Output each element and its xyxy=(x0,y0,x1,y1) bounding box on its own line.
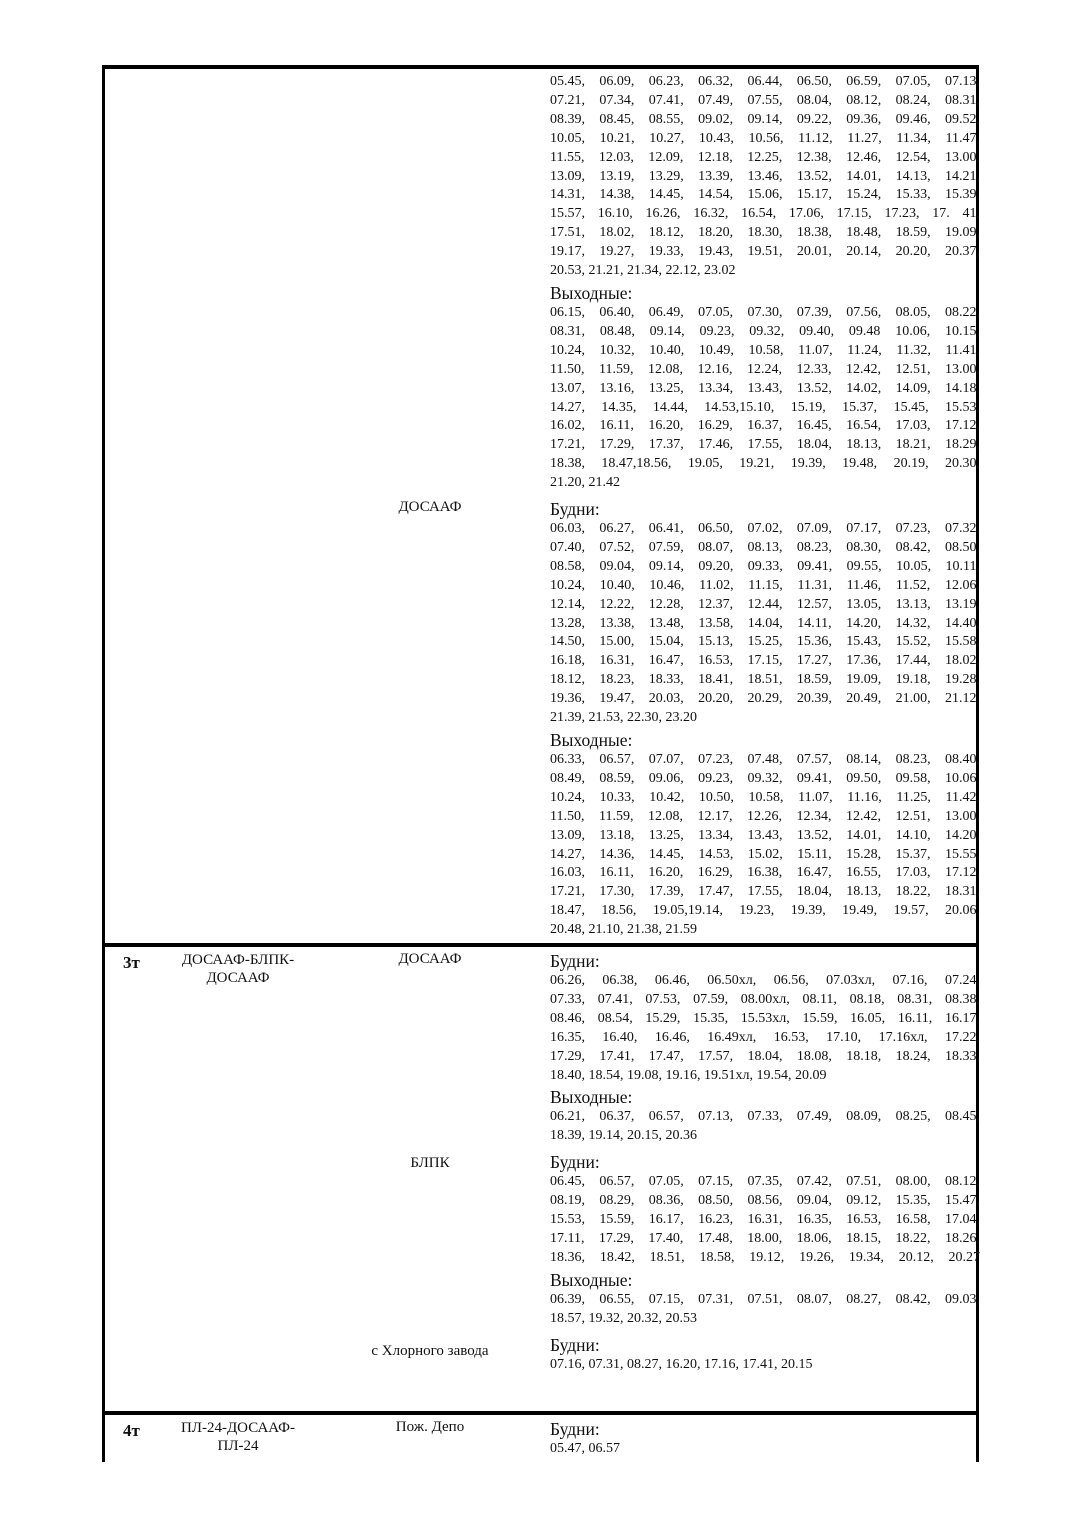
stop-name: Пож. Депо xyxy=(395,1419,465,1435)
times-line: 18.12, 18.23, 18.33, 18.41, 18.51, 18.59, 19.09, 19.18, 19.28, xyxy=(550,672,980,688)
times-block: Выходные: 06.15, 06.40, 06.49, 07.05, 07.30, 07.39, 07.56, 08.05, 08.22, 08.31, 08.48, 09.14, 09.23, 09.32, 09.40, 09.48 10.06, 10.15, 10.24, 10.32, 10.40, 10.49, 10.58, 11.07, 11.24, 11.32, 11.41, 11.50, 11.59, 12.08, 12.16, 12.24, 12.33, 12.42, 12.51, 13.00, 13.07, 13.16, 13.25, 13.34, 13.43, 13.52, 14.02, 14.09, 14.18, 14.27, 14.35, 14.44, 14.53,15.10, 15.19, 15.37, 15.45, 15.53, 16.02, 16.11, 16.20, 16.29, 16.37, 16.45, 16.54, 17.03, 17.12, 17.21, 17.29, 17.37, 17.46, 17.55, 18.04, 18.13, 18.21, 18.29, 18.38, 18.47,18.56, 19.05, 19.21, 19.39, 19.48, 20.19, 20.30, 21.20, 21.42 xyxy=(550,282,980,491)
times-line: 06.03, 06.27, 06.41, 06.50, 07.02, 07.09, 07.17, 07.23, 07.32, xyxy=(550,521,980,537)
times-block: 05.45, 06.09, 06.23, 06.32, 06.44, 06.50, 06.59, 07.05, 07.13, 07.21, 07.34, 07.41, 07.49, 07.55, 08.04, 08.12, 08.24, 08.31, 08.39, 08.45, 08.55, 09.02, 09.14, 09.22, 09.36, 09.46, 09.52, 10.05, 10.21, 10.27, 10.43, 10.56, 11.12, 11.27, 11.34, 11.47, 11.55, 12.03, 12.09, 12.18, 12.25, 12.38, 12.46, 12.54, 13.00, 13.09, 13.19, 13.29, 13.39, 13.46, 13.52, 14.01, 14.13, 14.21, 14.31, 14.38, 14.45, 14.54, 15.06, 15.17, 15.24, 15.33, 15.39, 15.57, 16.10, 16.26, 16.32, 16.54, 17.06, 17.15, 17.23, 17. 41, 17.51, 18.02, 18.12, 18.20, 18.30, 18.38, 18.48, 18.59, 19.09, 19.17, 19.27, 19.33, 19.43, 19.51, 20.01, 20.14, 20.20, 20.37, 20.53, 21.21, 21.34, 22.12, 23.02 xyxy=(550,74,980,279)
times-line: 16.02, 16.11, 16.20, 16.29, 16.37, 16.45, 16.54, 17.03, 17.12, xyxy=(550,418,980,434)
times-line: 17.21, 17.30, 17.39, 17.47, 17.55, 18.04, 18.13, 18.22, 18.31, xyxy=(550,884,980,900)
stop-name: с Хлорного завода xyxy=(371,1343,489,1359)
times-line: 16.03, 16.11, 16.20, 16.29, 16.38, 16.47, 16.55, 17.03, 17.12, xyxy=(550,865,980,881)
weekend-label: Выходные: xyxy=(550,282,633,303)
times-line: 10.05, 10.21, 10.27, 10.43, 10.56, 11.12, 11.27, 11.34, 11.47, xyxy=(550,130,980,146)
times-block: Будни: 07.16, 07.31, 08.27, 16.20, 17.16, 17.41, 20.15 xyxy=(550,1335,980,1375)
times-line: 06.39, 06.55, 07.15, 07.31, 07.51, 08.07, 08.27, 08.42, 09.03, xyxy=(550,1291,980,1307)
row-divider xyxy=(105,943,976,947)
times-line: 06.15, 06.40, 06.49, 07.05, 07.30, 07.39, 07.56, 08.05, 08.22, xyxy=(550,304,980,320)
times-line: 06.33, 06.57, 07.07, 07.23, 07.48, 07.57, 08.14, 08.23, 08.40, xyxy=(550,752,980,767)
times-line: 11.55, 12.03, 12.09, 12.18, 12.25, 12.38, 12.46, 12.54, 13.00, xyxy=(550,149,980,165)
times-block: Будни: 06.03, 06.27, 06.41, 06.50, 07.02, 07.09, 07.17, 07.23, 07.32, 07.40, 07.52, 07.59, 08.07, 08.13, 08.23, 08.30, 08.42, 08.50, 08.58, 09.04, 09.14, 09.20, 09.33, 09.41, 09.55, 10.05, 10.11, 10.24, 10.40, 10.46, 11.02, 11.15, 11.31, 11.46, 11.52, 12.06, 12.14, 12.22, 12.28, 12.37, 12.44, 12.57, 13.05, 13.13, 13.19, 13.28, 13.38, 13.48, 13.58, 14.04, 14.11, 14.20, 14.32, 14.40, 14.50, 15.00, 15.04, 15.13, 15.25, 15.36, 15.43, 15.52, 15.58, 16.18, 16.31, 16.47, 16.53, 17.15, 17.27, 17.36, 17.44, 18.02, 18.12, 18.23, 18.33, 18.41, 18.51, 18.59, 19.09, 19.18, 19.28, 19.36, 19.47, 20.03, 20.20, 20.29, 20.39, 20.49, 21.00, 21.12, 21.39, 21.53, 22.30, 23.20 xyxy=(550,499,980,726)
times-block: Будни: 05.47, 06.57 xyxy=(550,1419,980,1459)
times-line: 16.35, 16.40, 16.46, 16.49хл, 16.53, 17.10, 17.16хл, 17.22, xyxy=(550,1029,980,1045)
times-line: 10.24, 10.40, 10.46, 11.02, 11.15, 11.31, 11.46, 11.52, 12.06, xyxy=(550,577,980,593)
times-line: 05.45, 06.09, 06.23, 06.32, 06.44, 06.50, 06.59, 07.05, 07.13, xyxy=(550,74,980,89)
weekend-label: Выходные: xyxy=(550,1269,633,1290)
times-line: 18.47, 18.56, 19.05,19.14, 19.23, 19.39, 19.49, 19.57, 20.06, xyxy=(550,903,980,919)
weekday-label: Будни: xyxy=(550,1152,600,1173)
times-line: 10.24, 10.32, 10.40, 10.49, 10.58, 11.07, 11.24, 11.32, 11.41, xyxy=(550,342,980,358)
times-line: 13.09, 13.19, 13.29, 13.39, 13.46, 13.52, 14.01, 14.13, 14.21, xyxy=(550,168,980,184)
times-line: 11.50, 11.59, 12.08, 12.16, 12.24, 12.33, 12.42, 12.51, 13.00, xyxy=(550,361,980,377)
times-line: 08.19, 08.29, 08.36, 08.50, 08.56, 09.04, 09.12, 15.35, 15.47, xyxy=(550,1193,980,1209)
times-line: 07.40, 07.52, 07.59, 08.07, 08.13, 08.23, 08.30, 08.42, 08.50, xyxy=(550,539,980,555)
times-line: 15.53, 15.59, 16.17, 16.23, 16.31, 16.35, 16.53, 16.58, 17.04, xyxy=(550,1212,980,1228)
times-line: 17.11, 17.29, 17.40, 17.48, 18.00, 18.06, 18.15, 18.22, 18.26, xyxy=(550,1230,980,1246)
times-line: 07.33, 07.41, 07.53, 07.59, 08.00хл, 08.11, 08.18, 08.31, 08.38, xyxy=(550,991,980,1007)
times-line: 08.49, 08.59, 09.06, 09.23, 09.32, 09.41, 09.50, 09.58, 10.06, xyxy=(550,770,980,786)
times-line: 06.45, 06.57, 07.05, 07.15, 07.35, 07.42, 07.51, 08.00, 08.12, xyxy=(550,1174,980,1190)
stop-name: ДОСААФ xyxy=(398,951,462,967)
weekday-label: Будни: xyxy=(550,1419,600,1439)
times-block xyxy=(550,1152,980,1268)
route-name: ПЛ-24-ДОСААФ- ПЛ-24 xyxy=(180,1420,296,1454)
times-line: 14.27, 14.36, 14.45, 14.53, 15.02, 15.11, 15.28, 15.37, 15.55, xyxy=(550,846,980,862)
times-line: 14.27, 14.35, 14.44, 14.53,15.10, 15.19, 15.37, 15.45, 15.53, xyxy=(550,399,980,415)
times-line: 07.21, 07.34, 07.41, 07.49, 07.55, 08.04, 08.12, 08.24, 08.31, xyxy=(550,92,980,108)
times-line: 16.18, 16.31, 16.47, 16.53, 17.15, 17.27, 17.36, 17.44, 18.02, xyxy=(550,653,980,669)
times-block: Выходные: 06.39, 06.55, 07.15, 07.31, 07.51, 08.07, 08.27, 08.42, 09.03, 18.57, 19.32, 20.32, 20.53 xyxy=(550,1269,980,1326)
stop-name: ДОСААФ xyxy=(398,499,462,515)
times-line: 11.50, 11.59, 12.08, 12.17, 12.26, 12.34, 12.42, 12.51, 13.00, xyxy=(550,808,980,824)
route-number: 3т xyxy=(123,953,140,972)
times-block: Выходные: 06.21, 06.37, 06.57, 07.13, 07.33, 07.49, 08.09, 08.25, 08.45, 18.39, 19.14, 20.15, 20.36 xyxy=(550,1087,980,1144)
times-line: 10.24, 10.33, 10.42, 10.50, 10.58, 11.07, 11.16, 11.25, 11.42, xyxy=(550,789,980,805)
times-line: 13.07, 13.16, 13.25, 13.34, 13.43, 13.52, 14.02, 14.09, 14.18, xyxy=(550,380,980,396)
weekend-label: Выходные: xyxy=(550,1087,633,1108)
times-line: 06.26, 06.38, 06.46, 06.50хл, 06.56, 07.03хл, 07.16, 07.24, xyxy=(550,973,980,988)
timetable-cell xyxy=(550,1417,980,1459)
times-line: 08.58, 09.04, 09.14, 09.20, 09.33, 09.41, 09.55, 10.05, 10.11, xyxy=(550,558,980,574)
times-line: 18.38, 18.47,18.56, 19.05, 19.21, 19.39, 19.48, 20.19, 20.30, xyxy=(550,456,980,472)
weekday-label: Будни: xyxy=(550,1334,600,1355)
times-block: Выходные: 06.33, 06.57, 07.07, 07.23, 07.48, 07.57, 08.14, 08.23, 08.40, 08.49, 08.59, 09.06, 09.23, 09.32, 09.41, 09.50, 09.58, 10.06, 10.24, 10.33, 10.42, 10.50, 10.58, 11.07, 11.16, 11.25, 11.42, 11.50, 11.59, 12.08, 12.17, 12.26, 12.34, 12.42, 12.51, 13.00, 13.09, 13.18, 13.25, 13.34, 13.43, 13.52, 14.01, 14.10, 14.20, 14.27, 14.36, 14.45, 14.53, 15.02, 15.11, 15.28, 15.37, 15.55, 16.03, 16.11, 16.20, 16.29, 16.38, 16.47, 16.55, 17.03, 17.12, 17.21, 17.30, 17.39, 17.47, 17.55, 18.04, 18.13, 18.22, 18.31, 18.47, 18.56, 19.05,19.14, 19.23, 19.39, 19.49, 19.57, 20.06, 20.48, 21.10, 21.38, 21.59 xyxy=(550,730,980,938)
route-name: ДОСААФ-БЛПК- ДОСААФ xyxy=(181,952,295,986)
times-line: 17.29, 17.41, 17.47, 17.57, 18.04, 18.08, 18.18, 18.24, 18.33, xyxy=(550,1048,980,1064)
times-line: 18.36, 18.42, 18.51, 18.58, 19.12, 19.26, 19.34, 20.12, 20.27 xyxy=(550,1249,980,1265)
timetable-cell xyxy=(550,949,980,1375)
times-line: 13.28, 13.38, 13.48, 13.58, 14.04, 14.11, 14.20, 14.32, 14.40, xyxy=(550,615,980,631)
row-divider xyxy=(105,1411,976,1415)
route-number: 4т xyxy=(123,1421,140,1440)
times-block: Будни: 06.26, 06.38, 06.46, 06.50хл, 06.56, 07.03хл, 07.16, 07.24, 07.33, 07.41, 07.53, 07.59, 08.00хл, 08.11, 08.18, 08.31, 08.38, 08.46, 08.54, 15.29, 15.35, 15.53хл, 15.59, 16.05, 16.11, 16.17, 16.35, 16.40, 16.46, 16.49хл, 16.53, 17.10, 17.16хл, 17.22, 17.29, 17.41, 17.47, 17.57, 18.04, 18.08, 18.18, 18.24, 18.33, 18.40, 18.54, 19.08, 19.16, 19.51хл, 19.54, 20.09 xyxy=(550,951,980,1083)
times-line: 08.46, 08.54, 15.29, 15.35, 15.53хл, 15.59, 16.05, 16.11, 16.17, xyxy=(550,1010,980,1026)
timetable-cell xyxy=(550,73,980,940)
times-line: 19.36, 19.47, 20.03, 20.20, 20.29, 20.39, 20.49, 21.00, 21.12, xyxy=(550,691,980,707)
times-line: 06.21, 06.37, 06.57, 07.13, 07.33, 07.49, 08.09, 08.25, 08.45, xyxy=(550,1109,980,1125)
times-line: 15.57, 16.10, 16.26, 16.32, 16.54, 17.06, 17.15, 17.23, 17. 41, xyxy=(550,206,980,222)
times-line: 14.50, 15.00, 15.04, 15.13, 15.25, 15.36, 15.43, 15.52, 15.58, xyxy=(550,634,980,650)
times-line: 14.31, 14.38, 14.45, 14.54, 15.06, 15.17, 15.24, 15.33, 15.39, xyxy=(550,187,980,203)
stop-name: БЛПК xyxy=(410,1155,450,1171)
times-line: 19.17, 19.27, 19.33, 19.43, 19.51, 20.01, 20.14, 20.20, 20.37, xyxy=(550,244,980,260)
times-line: 08.31, 08.48, 09.14, 09.23, 09.32, 09.40, 09.48 10.06, 10.15, xyxy=(550,323,980,339)
weekday-label: Будни: xyxy=(550,499,600,520)
times-line: 17.51, 18.02, 18.12, 18.20, 18.30, 18.38, 18.48, 18.59, 19.09, xyxy=(550,225,980,241)
times-line: 08.39, 08.45, 08.55, 09.02, 09.14, 09.22, 09.36, 09.46, 09.52, xyxy=(550,111,980,127)
times-line: 17.21, 17.29, 17.37, 17.46, 17.55, 18.04, 18.13, 18.21, 18.29, xyxy=(550,437,980,453)
weekend-label: Выходные: xyxy=(550,730,633,750)
schedule-table xyxy=(102,65,979,1462)
times-line: 12.14, 12.22, 12.28, 12.37, 12.44, 12.57, 13.05, 13.13, 13.19, xyxy=(550,596,980,612)
times-line: 13.09, 13.18, 13.25, 13.34, 13.43, 13.52, 14.01, 14.10, 14.20, xyxy=(550,827,980,843)
weekday-label: Будни: xyxy=(550,951,600,971)
